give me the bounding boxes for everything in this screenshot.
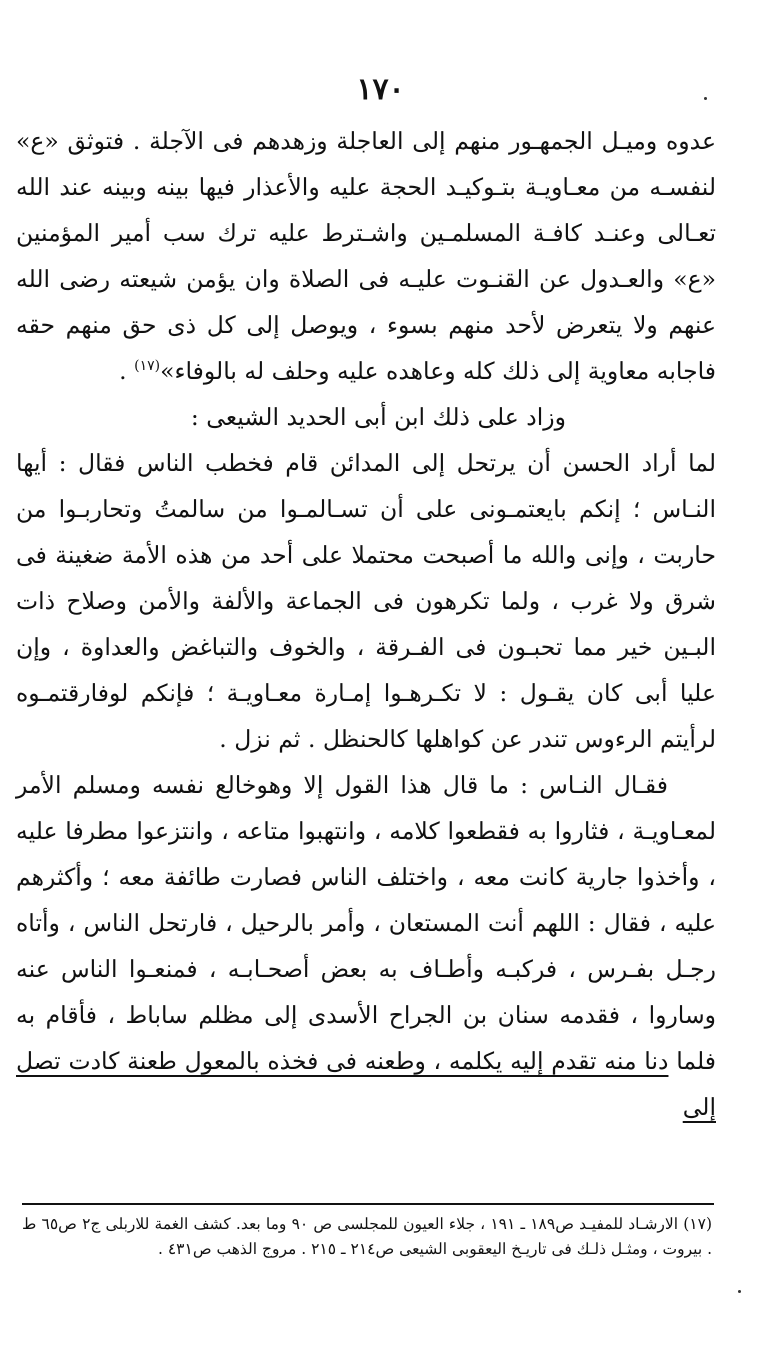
paragraph-continuation [16,118,716,394]
scan-speck [738,1290,741,1293]
page-number: ١٧٠ [356,72,405,107]
footnote-17: (١٧) الارشـاد للمفيـد ص١٨٩ ـ ١٩١ ، جلاء العيون للمجلسى ص ٩٠ وما بعد. كشف الغمة للاربلى ج٢ ص٦٥ ط . بيروت ، ومثـل ذلـك فى تاريـخ اليعقوبى الشيعى ص٢١٤ ـ ٢١٥ . مروج الذهب ص٤٣١ . [22,1215,712,1258]
paragraph-intro: وزاد على ذلك ابن أبى الحديد الشيعى : [190,403,566,431]
paragraph-narrative [16,762,716,1130]
paragraph-text: عدوه وميـل الجمهـور منهم إلى العاجلة وزهدهم فى الآجلة . فتوثق «ع» لنفسـه من معـاويـة بتـوكيـد الحجة عليه والأعذار فيها بينه وبينه عند الله تعـالى وعنـد كافـة المسلمـين واشـترط عليه ترك سب أمير المؤمنين «ع» والعـدول عن القنـوت عليـه فى الصلاة وان يؤمن شيعته رضى الله عنهم ولا يتعرض لأحد منهم بسوء ، ويوصل إلى كل ذى حق منهم حقه فاجابه معاوية إلى ذلك كله وعاهده عليه وحلف له بالوفاء» [16,127,716,385]
paragraph-end: . [119,357,135,385]
underlined-last-line: دنا منه تقدم إليه يكلمه ، وطعنه فى فخذه بالمعول طعنة كادت تصل إلى [16,1047,716,1121]
footnote-ref: (١٧) [134,358,161,375]
footnotes [22,1212,712,1262]
paragraph-speech: لما أراد الحسن أن يرتحل إلى المدائن قام فخطب الناس فقال : أيها النـاس ؛ إنكم بايعتمـونى على أن تسـالمـوا من سالمتُ وتحاربـوا من حاربت ، وإنى والله ما أصبحت محتملا على أحد من هذه الأمة ضغينة فى شرق ولا غرب ، ولما تكرهون فى الجماعة والألفة والأمن وصلاح ذات البـين خير مما تحبـون فى الفـرقة ، والخوف والتباغض والعداوة ، وإن عليا أبى كان يقـول : لا تكـرهـوا إمـارة معـاويـة ؛ فإنكم لوفارقتمـوه لرأيتم الرءوس تندر عن كواهلها كالحنظل . ثم نزل . [16,449,716,753]
paragraph-text: فقـال النـاس : ما قال هذا القول إلا وهوخالع نفسه ومسلم الأمر لمعـاويـة ، فثاروا به فقطعوا كلامه ، وانتهبوا متاعه ، وانتزعوا مطرفا عليه ، وأخذوا جارية كانت معه ، واختلف الناس فصارت طائفة معه ؛ وأكثرهم عليه ، فقال : اللهم أنت المستعان ، وأمر بالرحيل ، فارتحل الناس ، وأتاه رجـل بفـرس ، فركبـه وأطـاف به بعض أصحـابـه ، فمنعـوا الناس عنه وساروا ، فقدمه سنان بن الجراح الأسدى إلى مظلم ساباط ، فأقام به فلما [16,771,716,1075]
main-text [16,118,716,1130]
footnote-divider [22,1203,714,1205]
